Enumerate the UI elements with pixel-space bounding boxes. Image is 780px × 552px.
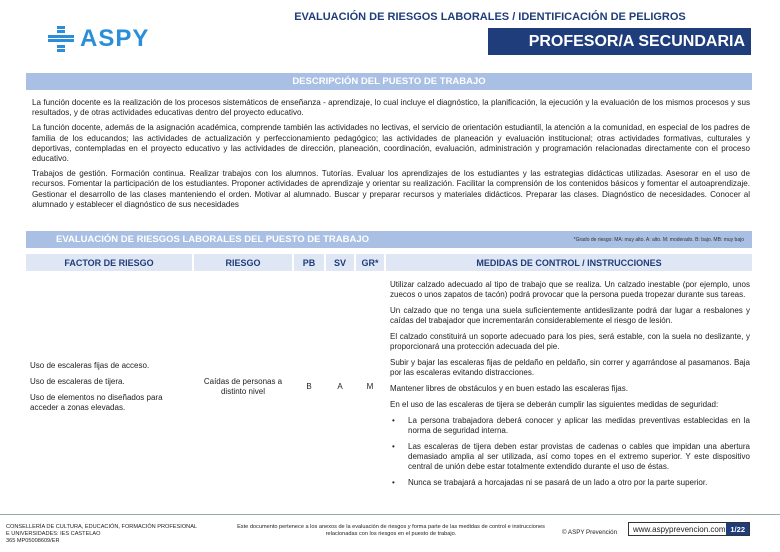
measure-bullet-list xyxy=(390,416,750,488)
description-body xyxy=(32,98,750,215)
grade-legend: *Grado de riesgo: MA: muy alto. A: alto. M: moderado. B: bajo. MB: muy bajo xyxy=(573,236,744,243)
col-factor: FACTOR DE RIESGO xyxy=(26,254,192,271)
col-sv: SV xyxy=(326,254,354,271)
pb-value: B xyxy=(306,382,312,391)
page-number: 1/22 xyxy=(726,523,749,535)
footer-note: Este documento pertenece a los anexos de la evaluación de riesgos y forma parte de las medidas de control e instrucciones relacionadas con los riesgos en el puesto de trabajo. xyxy=(237,524,545,537)
description-paragraph: La función docente es la realización de los procesos sistemáticos de enseñanza - aprendizaje, lo cual incluye el diagnóstico, la planificación, la ejecución y la evaluación de los mismos procesos y sus resultados, y de otras actividades educativas dentro del proyecto educativo. xyxy=(32,98,750,118)
evaluation-section-header xyxy=(26,231,752,248)
gr-value: M xyxy=(366,382,374,391)
document-title: EVALUACIÓN DE RIESGOS LABORALES / IDENTIFICACIÓN DE PELIGROS xyxy=(294,11,686,23)
control-measures xyxy=(390,280,750,494)
description-paragraph: Trabajos de gestión. Formación continua. Realizar trabajos con los alumnos. Tutorías. Evaluar los aprendizajes de los estudiantes y las estrategias didácticas utilizadas. Asesorar en el uso de recursos. Fomentar la participación de los estudiantes. Proponer actividades de aprendizaje y orientar su realización. Facilitar la comprensión de los contenidos básicos y fomentar el autoaprendizaje. Gestionar el desarrollo de las clases manteniendo el orden. Motivar al alumnado. Buscar y preparar recursos y materiales didácticos. Preparar las clases. Diagnóstico de necesidades. Conocer al alumnado y establecer el diagnóstico de sus necesidades xyxy=(32,169,750,209)
measure-bullet: • La persona trabajadora deberá conocer y aplicar las medidas preventivas establecidas en la norma de seguridad interna. xyxy=(390,416,750,436)
footer-url[interactable]: www.aspyprevencion.com xyxy=(633,524,726,534)
risk-factor-item: Uso de escaleras de tijera. xyxy=(30,377,125,386)
col-gr: GR* xyxy=(356,254,384,271)
measure-paragraph: Un calzado que no tenga una suela suficientemente antideslizante podrá dar lugar a resbalones y caídas del trabajador que incrementarán considerablemente el riesgo de lesión. xyxy=(390,306,750,325)
measure-paragraph: Utilizar calzado adecuado al tipo de trabajo que se realiza. Un calzado inestable (por ejemplo, unos zuecos o unos zapatos de tacón) podrá provocar que la persona pueda tropezar durante sus tareas. xyxy=(390,280,750,299)
measure-bullet: • Las escaleras de tijera deben estar provistas de cadenas o cables que impidan una abertura demasiado amplia al ser utilizada, así como topes en el extremo superior. Y este dispositivo central de unión debe estar totalmente extendido durante el uso de éstas. xyxy=(390,442,750,472)
logo-text: ASPY xyxy=(80,25,150,52)
description-section-header xyxy=(26,73,752,90)
sv-value: A xyxy=(337,382,343,391)
description-paragraph: La función docente, además de la asignación académica, comprende también las actividades no lectivas, el servicio de orientación estudiantil, la atención a la comunidad, en especial de los padres de familia de los educandos; las actividades de actualización y perfeccionamiento pedagógico; las actividades de planeación y evaluación institucional; otras actividades formativas, culturales y deportivas, contempladas en el proyecto educativo y las actividades de dirección, planeación, coordinación, evaluación, administración y programación relacionadas directamente con el proceso educativo. xyxy=(32,123,750,164)
col-pb: PB xyxy=(294,254,324,271)
role-title: PROFESOR/A SECUNDARIA xyxy=(488,28,751,55)
footer-organization xyxy=(6,524,226,544)
footer-copyright: © ASPY Prevención xyxy=(562,529,618,536)
risk-factors xyxy=(30,361,190,413)
measure-paragraph: El calzado constituirá un soporte adecuado para los pies, será estable, con la suela no deslizante, y proporcionará una protección adecuada del pie. xyxy=(390,332,750,351)
col-risk: RIESGO xyxy=(194,254,292,271)
footer-org-line: E UNIVERSIDADES: IES CASTELAO xyxy=(6,530,101,537)
evaluation-title: EVALUACIÓN DE RIESGOS LABORALES DEL PUESTO DE TRABAJO xyxy=(56,234,370,245)
col-measures: MEDIDAS DE CONTROL / INSTRUCCIONES xyxy=(386,254,752,271)
measure-paragraph: Subir y bajar las escaleras fijas de peldaño en peldaño, sin correr y agarrándose al pasamanos. Baja por las escaleras evitando distracciones. xyxy=(390,358,750,377)
aspy-cross-icon xyxy=(48,26,74,52)
description-title: DESCRIPCIÓN DEL PUESTO DE TRABAJO xyxy=(292,76,486,87)
footer-divider xyxy=(0,514,780,515)
aspy-logo xyxy=(48,26,149,52)
footer-org-line: CONSELLERÍA DE CULTURA, EDUCACIÓN, FORMACIÓN PROFESIONAL xyxy=(6,524,198,530)
measure-paragraph: Mantener libres de obstáculos y en buen estado las escaleras fijas. xyxy=(390,384,628,393)
footer-url-box xyxy=(628,522,750,536)
risk-factor-item: Uso de elementos no diseñados para acceder a zonas elevadas. xyxy=(30,393,163,412)
risk-factor-item: Uso de escaleras fijas de acceso. xyxy=(30,361,150,370)
measure-bullet: • Nunca se trabajará a horcajadas ni se pasará de un lado a otro por la parte superior. xyxy=(390,478,750,488)
footer-org-line: 365 MP05008609/ER xyxy=(6,537,60,544)
page-header xyxy=(0,0,780,62)
measure-paragraph: En el uso de las escaleras de tijera se deberán cumplir las siguientes medidas de seguridad: xyxy=(390,400,719,409)
risk-name: Caídas de personas a distinto nivel xyxy=(203,377,283,396)
